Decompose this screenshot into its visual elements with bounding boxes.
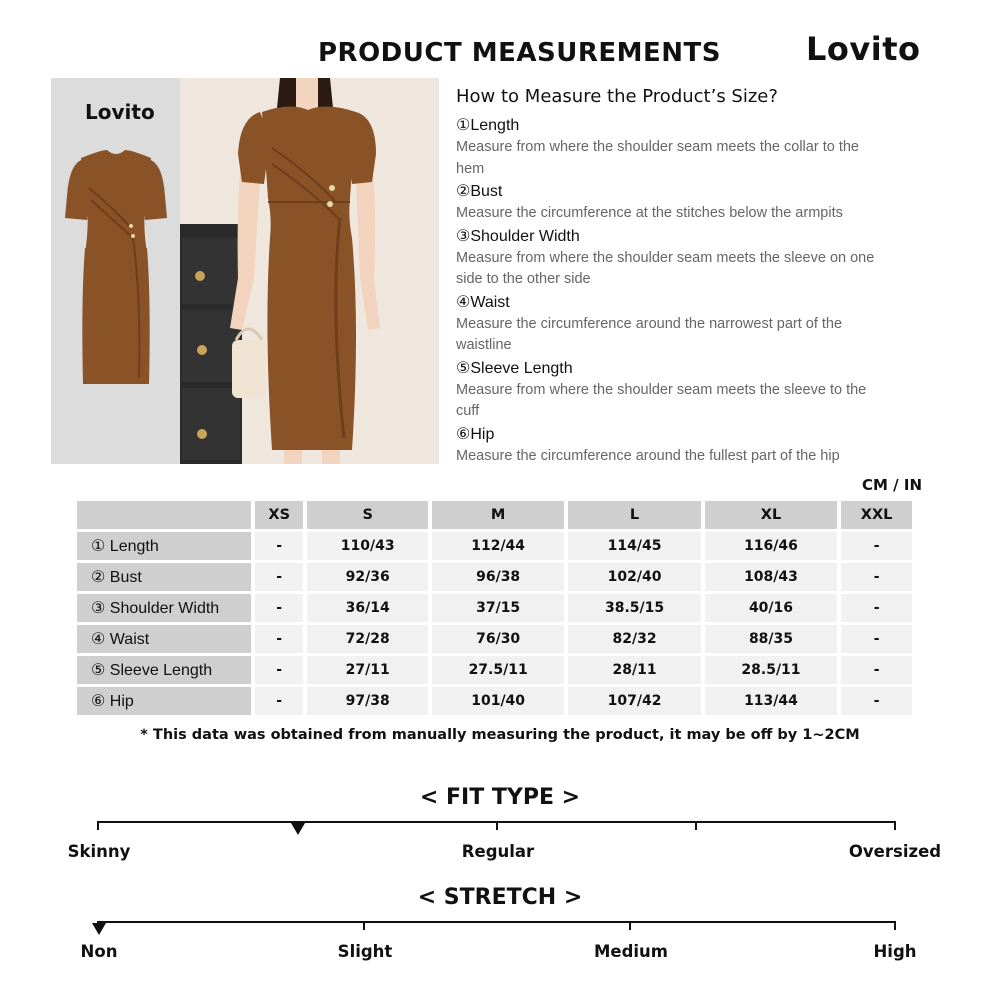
flat-product-image xyxy=(51,78,181,464)
table-cell: 38.5/15 xyxy=(568,594,700,622)
stretch-tick xyxy=(894,921,896,930)
fit-type-tick xyxy=(97,821,99,830)
guide-item-name: ④Waist xyxy=(456,293,510,311)
guide-item-waist xyxy=(456,292,886,357)
unit-label: CM / IN xyxy=(862,476,922,494)
measurement-note: * This data was obtained from manually measuring the product, it may be off by 1~2CM xyxy=(140,727,860,743)
table-cell: 40/16 xyxy=(705,594,837,622)
column-header: XS xyxy=(255,501,303,529)
guide-item-hip xyxy=(456,424,886,468)
table-cell: 102/40 xyxy=(568,563,700,591)
guide-item-description: Measure from where the shoulder seam meets the sleeve on one side to the other side xyxy=(456,249,875,287)
measuring-guide xyxy=(456,86,886,468)
guide-item-name: ⑤Sleeve Length xyxy=(456,359,573,377)
fit-type-marker xyxy=(291,823,305,835)
model-product-image xyxy=(180,78,439,464)
table-cell: - xyxy=(255,656,303,684)
guide-item-shoulder-width xyxy=(456,226,886,291)
model-illustration xyxy=(180,78,439,464)
table-cell: 76/30 xyxy=(432,625,564,653)
stretch-tick xyxy=(629,921,631,930)
guide-item-length xyxy=(456,115,886,180)
row-label: ② Bust xyxy=(77,563,251,591)
table-cell: 114/45 xyxy=(568,532,700,560)
fit-type-label-skinny: Skinny xyxy=(67,842,131,861)
table-cell: 27/11 xyxy=(307,656,428,684)
stretch-marker xyxy=(92,923,106,935)
table-cell: 28/11 xyxy=(568,656,700,684)
guide-item-bust xyxy=(456,181,886,225)
stretch-label-medium: Medium xyxy=(593,942,669,961)
table-cell: 92/36 xyxy=(307,563,428,591)
column-header: L xyxy=(568,501,700,529)
stretch-tick xyxy=(363,921,365,930)
table-cell: 107/42 xyxy=(568,687,700,715)
table-cell: 72/28 xyxy=(307,625,428,653)
table-cell: - xyxy=(841,656,912,684)
column-header: S xyxy=(307,501,428,529)
table-cell: 116/46 xyxy=(705,532,837,560)
table-cell: 97/38 xyxy=(307,687,428,715)
table-row xyxy=(77,563,912,591)
fit-type-tick xyxy=(894,821,896,830)
table-cell: 36/14 xyxy=(307,594,428,622)
guide-item-description: Measure the circumference around the narrowest part of the waistline xyxy=(456,315,843,353)
page-title: PRODUCT MEASUREMENTS xyxy=(318,38,721,68)
guide-heading: How to Measure the Product’s Size? xyxy=(456,86,778,107)
table-cell: - xyxy=(841,594,912,622)
flat-image-brand-logo: Lovito xyxy=(85,100,155,124)
row-label: ③ Shoulder Width xyxy=(77,594,251,622)
guide-item-sleeve-length xyxy=(456,358,886,423)
table-cell: - xyxy=(255,563,303,591)
dress-flat-illustration xyxy=(51,78,181,464)
table-cell: 27.5/11 xyxy=(432,656,564,684)
stretch-label-slight: Slight xyxy=(337,942,393,961)
table-cell: - xyxy=(255,687,303,715)
table-cell: 110/43 xyxy=(307,532,428,560)
table-cell: 101/40 xyxy=(432,687,564,715)
stretch-scale-line xyxy=(98,921,896,923)
table-cell: 37/15 xyxy=(432,594,564,622)
table-cell: - xyxy=(255,625,303,653)
table-cell: - xyxy=(841,687,912,715)
table-row xyxy=(77,594,912,622)
size-table xyxy=(73,498,916,718)
table-row xyxy=(77,656,912,684)
row-label: ① Length xyxy=(77,532,251,560)
table-header-row xyxy=(77,501,912,529)
guide-item-description: Measure the circumference around the fullest part of the hip xyxy=(456,447,840,464)
table-row xyxy=(77,687,912,715)
guide-item-description: Measure from where the shoulder seam meets the sleeve to the cuff xyxy=(456,381,867,419)
table-cell: - xyxy=(255,594,303,622)
table-cell: 96/38 xyxy=(432,563,564,591)
table-corner-cell xyxy=(77,501,251,529)
guide-item-description: Measure the circumference at the stitches below the armpits xyxy=(456,205,843,221)
fit-type-tick xyxy=(695,821,697,830)
table-cell: 113/44 xyxy=(705,687,837,715)
table-cell: 88/35 xyxy=(705,625,837,653)
guide-item-name: ①Length xyxy=(456,117,520,134)
guide-item-description: Measure from where the shoulder seam meets the collar to the hem xyxy=(456,139,859,177)
brand-logo: Lovito xyxy=(806,30,921,68)
table-cell: - xyxy=(841,532,912,560)
table-cell: - xyxy=(841,563,912,591)
fit-type-title: < FIT TYPE > xyxy=(419,785,581,810)
table-cell: - xyxy=(255,532,303,560)
column-header: XXL xyxy=(841,501,912,529)
column-header: XL xyxy=(705,501,837,529)
row-label: ⑥ Hip xyxy=(77,687,251,715)
table-row xyxy=(77,532,912,560)
table-cell: - xyxy=(841,625,912,653)
column-header: M xyxy=(432,501,564,529)
fit-type-label-oversized: Oversized xyxy=(848,842,942,861)
table-cell: 112/44 xyxy=(432,532,564,560)
table-cell: 82/32 xyxy=(568,625,700,653)
row-label: ⑤ Sleeve Length xyxy=(77,656,251,684)
stretch-label-non: Non xyxy=(80,942,118,961)
stretch-label-high: High xyxy=(873,942,917,961)
guide-item-name: ②Bust xyxy=(456,183,503,200)
row-label: ④ Waist xyxy=(77,625,251,653)
stretch-title: < STRETCH > xyxy=(417,885,583,910)
table-cell: 108/43 xyxy=(705,563,837,591)
table-row xyxy=(77,625,912,653)
guide-item-name: ③Shoulder Width xyxy=(456,227,580,245)
guide-item-name: ⑥Hip xyxy=(456,425,495,443)
fit-type-tick xyxy=(496,821,498,830)
fit-type-label-regular: Regular xyxy=(461,842,535,861)
table-cell: 28.5/11 xyxy=(705,656,837,684)
